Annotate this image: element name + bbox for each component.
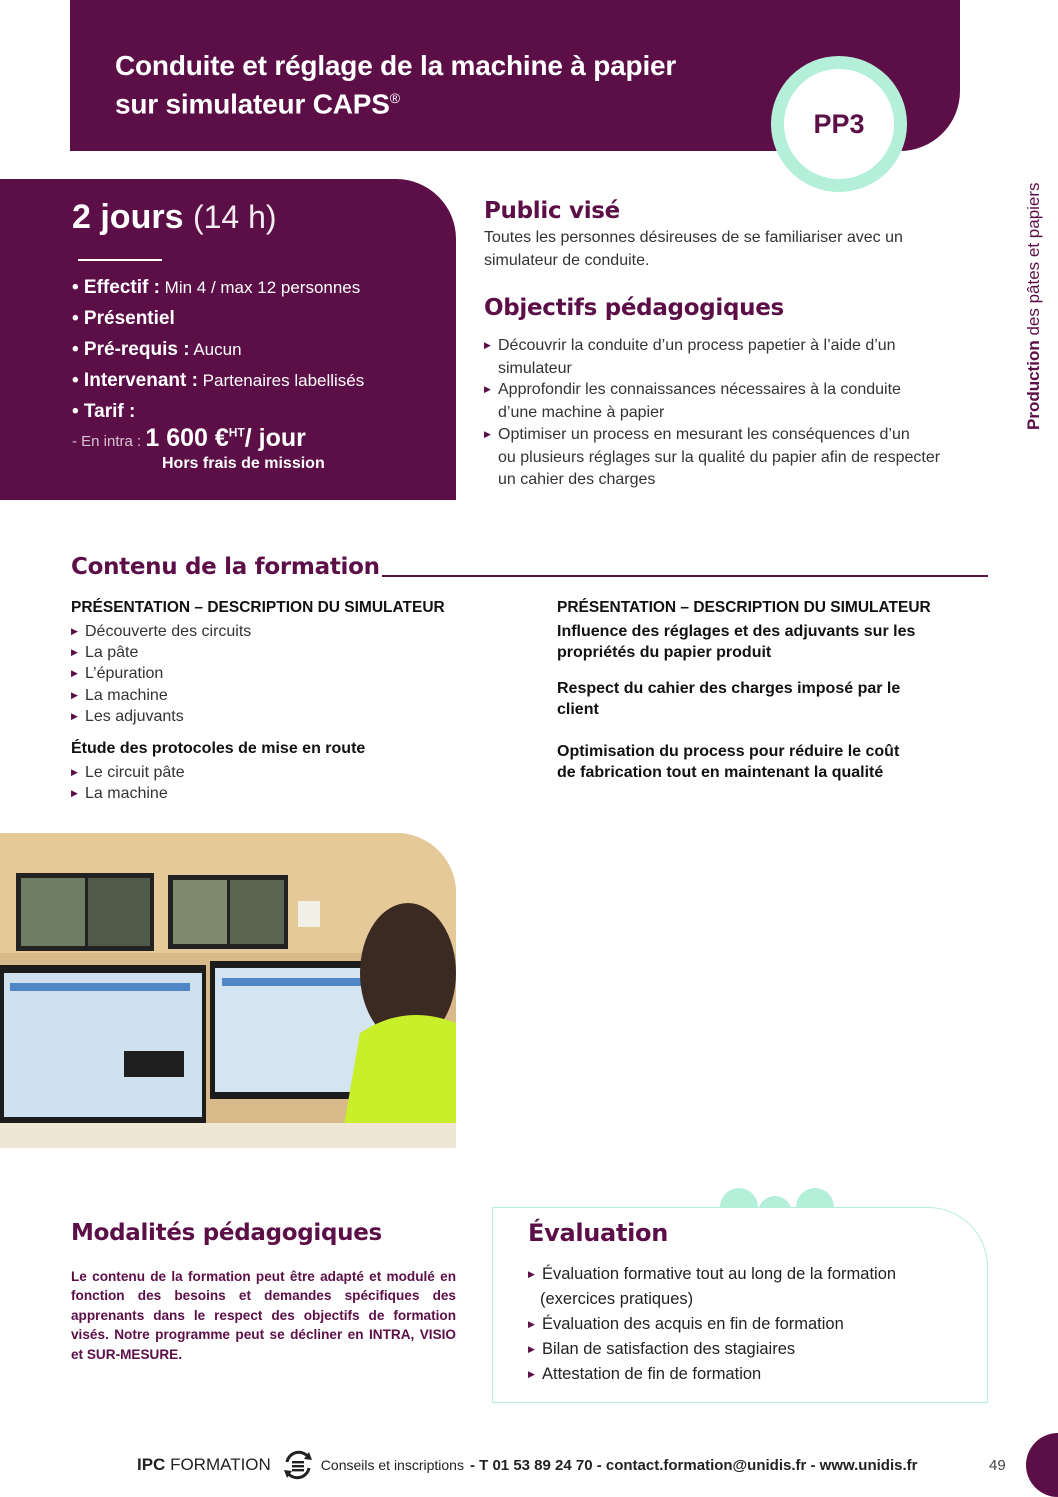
objectif-1-l1: Découvrir la conduite d’un process papetier à l’aide d’un	[498, 337, 896, 354]
title-line-2-text: sur simulateur CAPS	[115, 88, 390, 120]
public-text: Toutes les personnes désireuses de se familiariser avec un simulateur de conduite.	[484, 229, 903, 269]
page-number: 49	[989, 1457, 1006, 1474]
evaluation-item-text: Bilan de satisfaction des stagiaires	[542, 1340, 796, 1358]
title-line-2	[115, 82, 795, 120]
side-category-label	[1024, 182, 1044, 430]
info-presentiel	[72, 308, 175, 330]
list-item-text: La machine	[85, 785, 168, 803]
duration-days: 2 jours	[72, 198, 184, 236]
registered-mark: ®	[389, 90, 400, 106]
list-item-text: Découverte des circuits	[85, 623, 252, 640]
footer-brand-bold: IPC	[137, 1455, 166, 1474]
simulator-photo-illustration	[0, 833, 456, 1148]
evaluation-item	[528, 1262, 896, 1312]
list-item	[71, 642, 251, 663]
side-category-rest: des pâtes et papiers	[1024, 182, 1043, 341]
contenu-right-p2-l1: Respect du cahier des charges imposé par le	[557, 680, 901, 697]
contenu-right-p1	[557, 621, 915, 663]
ipc-refresh-logo-icon	[281, 1448, 315, 1482]
page-title	[115, 50, 795, 120]
bullet-arrow-icon: ▶	[528, 1344, 535, 1354]
code-badge: PP3	[784, 69, 894, 179]
list-item-text: L’épuration	[85, 665, 164, 683]
bullet-arrow-icon: ▶	[71, 767, 78, 777]
effectif-label: • Effectif :	[72, 277, 160, 298]
contenu-right-p3-l2: de fabrication tout en maintenant la qualité	[557, 764, 884, 781]
contenu-left-list-1	[71, 621, 251, 727]
bullet-arrow-icon: ▶	[71, 626, 78, 636]
list-item	[71, 685, 251, 706]
modalites-heading: Modalités pédagogiques	[71, 1220, 382, 1246]
tarif-label: • Tarif :	[72, 401, 136, 422]
list-item-text: La machine	[85, 686, 168, 704]
contenu-divider	[382, 575, 988, 577]
bullet-arrow-icon: ▶	[528, 1319, 535, 1329]
objectif-1-l2: simulateur	[498, 359, 572, 377]
public-heading: Public visé	[484, 198, 620, 224]
prerequis-value: Aucun	[189, 340, 242, 359]
bullet-arrow-icon: ▶	[528, 1369, 535, 1379]
footer-brand-rest: FORMATION	[165, 1455, 271, 1474]
evaluation-heading: Évaluation	[528, 1219, 669, 1247]
bullet-arrow-icon: ▶	[484, 340, 491, 350]
price-unit: / jour	[244, 424, 306, 452]
contenu-right-p3-l1: Optimisation du process pour réduire le coût	[557, 743, 900, 760]
objectif-item	[484, 423, 994, 492]
bullet-arrow-icon: ▶	[71, 647, 78, 658]
bullet-arrow-icon: ▶	[71, 788, 78, 799]
contenu-right-title: PRÉSENTATION – DESCRIPTION DU SIMULATEUR	[557, 599, 931, 616]
footer-conseils: Conseils et inscriptions	[320, 1457, 464, 1473]
evaluation-item	[528, 1337, 795, 1362]
evaluation-item-text: Évaluation formative tout au long de la formation	[542, 1265, 897, 1283]
objectifs-heading: Objectifs pédagogiques	[484, 295, 784, 321]
bullet-arrow-icon: ▶	[71, 710, 78, 721]
list-item-text: Le circuit pâte	[85, 764, 185, 781]
footer	[137, 1448, 937, 1482]
info-prerequis	[72, 339, 242, 361]
list-item	[71, 783, 185, 804]
contenu-heading: Contenu de la formation	[71, 554, 380, 580]
info-tarif	[72, 401, 135, 423]
objectif-3-l2: ou plusieurs réglages sur la qualité du papier afin de respecter	[498, 448, 941, 466]
info-intervenant	[72, 370, 364, 392]
objectif-item	[484, 378, 994, 424]
intra-price-line	[72, 424, 306, 453]
intervenant-label: • Intervenant :	[72, 370, 198, 391]
evaluation-item-text: Attestation de fin de formation	[542, 1365, 762, 1383]
contenu-left-subtitle: Étude des protocoles de mise en route	[71, 740, 366, 757]
objectif-2-l2: d’une machine à papier	[498, 403, 665, 421]
objectif-item	[484, 334, 994, 380]
contenu-right-p2	[557, 678, 900, 720]
side-category-bold: Production	[1024, 340, 1043, 430]
modalites-text: Le contenu de la formation peut être adapté et modulé en fonction des besoins et demandes spécifiques des apprenants dans le respect des objectifs de formation visés. Notre programme peut se décliner en INTRA, VISIO et SUR-MESURE.	[71, 1269, 456, 1362]
evaluation-item-text-2: (exercices pratiques)	[540, 1290, 694, 1308]
contenu-right-p3	[557, 741, 899, 783]
list-item-text: Les adjuvants	[85, 707, 184, 725]
intra-label: - En intra :	[72, 433, 146, 450]
footer-contact[interactable]: - T 01 53 89 24 70 - contact.formation@unidis.fr - www.unidis.fr	[469, 1456, 918, 1474]
bullet-arrow-icon: ▶	[484, 429, 491, 439]
hors-frais: Hors frais de mission	[162, 455, 325, 472]
bullet-arrow-icon: ▶	[71, 668, 78, 679]
prerequis-label: • Pré-requis :	[72, 339, 190, 360]
info-effectif	[72, 277, 360, 299]
evaluation-item	[528, 1362, 761, 1387]
evaluation-item-text: Évaluation des acquis en fin de formation	[542, 1315, 844, 1333]
list-item	[71, 663, 251, 684]
list-item	[71, 621, 251, 642]
effectif-value: Min 4 / max 12 personnes	[159, 278, 361, 297]
evaluation-item	[528, 1312, 844, 1337]
duration	[72, 198, 277, 237]
bullet-arrow-icon: ▶	[484, 384, 491, 394]
objectif-3-l3: un cahier des charges	[498, 471, 656, 488]
corner-decoration	[1026, 1433, 1058, 1497]
duration-divider	[78, 259, 162, 261]
price-ht: HT	[228, 425, 245, 440]
contenu-left-title: PRÉSENTATION – DESCRIPTION DU SIMULATEUR	[71, 599, 445, 616]
intervenant-value: Partenaires labellisés	[197, 371, 365, 390]
footer-brand	[137, 1455, 271, 1475]
bullet-arrow-icon: ▶	[528, 1269, 535, 1279]
list-item-text: La pâte	[85, 644, 139, 662]
simulator-photo	[0, 833, 456, 1148]
contenu-left-list-2	[71, 762, 185, 804]
list-item	[71, 762, 185, 783]
list-item	[71, 706, 251, 727]
duration-hours: (14 h)	[192, 199, 277, 235]
contenu-right-p2-l2: client	[557, 701, 599, 718]
price	[145, 424, 306, 452]
presentiel-label: • Présentiel	[72, 308, 175, 329]
contenu-right-p1-l1: Influence des réglages et des adjuvants sur les	[557, 623, 916, 640]
objectif-2-l1: Approfondir les connaissances nécessaires à la conduite	[498, 381, 901, 398]
price-value: 1 600 €	[145, 424, 229, 452]
contenu-right-p1-l2: propriétés du papier produit	[557, 644, 772, 661]
title-line-1: Conduite et réglage de la machine à papier	[115, 50, 677, 81]
objectif-3-l1: Optimiser un process en mesurant les conséquences d’un	[498, 426, 910, 443]
bullet-arrow-icon: ▶	[71, 689, 78, 700]
